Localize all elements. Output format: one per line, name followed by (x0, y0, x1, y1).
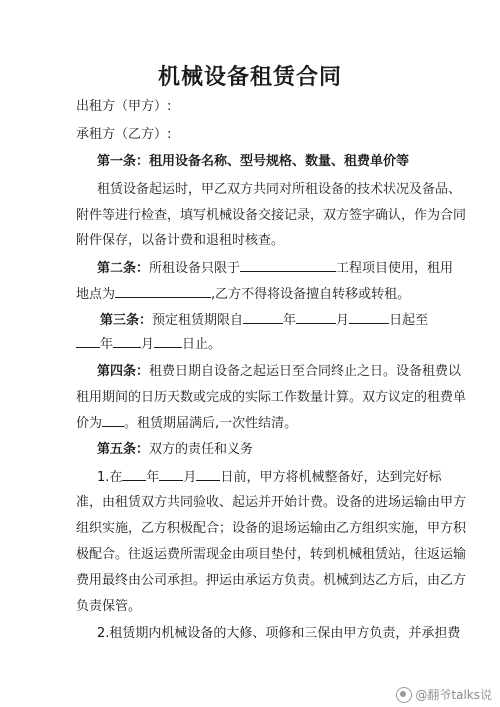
lessor-line: 出租方（甲方）: (76, 99, 172, 114)
article4-line2: 租用期间的日历天数或完成的实际工作数量计算。双方议定的租费单 (76, 390, 467, 405)
article3-month1: 月 (336, 313, 350, 328)
article2-text2: 工程项目使用，租用 (336, 261, 454, 276)
article1-line1: 租赁设备起运时，甲乙双方共同对所租设备的技术状况及备品、 (97, 182, 462, 197)
article3-year1: 年 (283, 313, 297, 328)
article3-line2 (76, 335, 221, 354)
article1-heading: 第一条：租用设备名称、型号规格、数量、租费单价等 (97, 154, 410, 169)
article2-text1: 所租设备只限于 (149, 261, 241, 276)
blank-start-month (296, 311, 336, 324)
article4-text3b: 。租赁期届满后,一次性结清。 (124, 416, 298, 431)
article3-month2: 月 (141, 337, 155, 352)
article5-item1-b: 年 (146, 470, 160, 485)
article5-heading (97, 441, 253, 459)
article5-item1-line1 (97, 468, 441, 487)
article5-label: 第五条： (97, 442, 150, 457)
article3-text2: 日起至 (389, 313, 429, 328)
article2-text3: 地点为 (76, 287, 116, 302)
article1-line2: 附件等进行检查，填写机械设备交接记录，双方签字确认，作为合同 (76, 208, 467, 223)
blank-end-month (113, 335, 141, 348)
document-title: 机械设备租赁合同 (157, 65, 342, 90)
blank-end-day (154, 335, 182, 348)
article5-item1-line2: 准，由租赁双方共同验收、起运并开始计费。设备的进场运输由甲方 (76, 495, 467, 510)
blank-prep-year (122, 468, 146, 481)
article4-text3a: 价为 (76, 416, 103, 431)
article4-text1: 租费日期自设备之起运日至合同终止之日。设备租费以 (149, 364, 462, 379)
blank-unit-price (102, 414, 124, 427)
article2-line1 (97, 259, 453, 278)
blank-project (240, 259, 336, 272)
article2-line2 (76, 285, 410, 304)
article3-year2: 年 (100, 337, 114, 352)
article5-item1-line5: 费用最终由公司承担。押运由承运方负责。机械到达乙方后，由乙方 (76, 573, 467, 588)
article2-text4: ,乙方不得将设备擅自转移或转租。 (211, 287, 411, 302)
article5-item1-line6: 负责保管。 (76, 599, 142, 614)
watermark-text: @翻爷talks说 (415, 688, 492, 702)
article4-line3 (76, 414, 297, 433)
article3-label: 第三条： (100, 313, 153, 328)
article2-label: 第二条： (97, 261, 150, 276)
article5-item2-line1: 2.租赁期内机械设备的大修、项修和三保由甲方负责，并承担费 (97, 626, 461, 641)
article5-item1-line4: 极配合。往返运费所需现金由项目垫付，转到机械租赁站，往返运输 (76, 547, 467, 562)
article5-item1-a: 1.在 (97, 470, 123, 485)
article5-item1-c: 月 (183, 470, 197, 485)
blank-location (115, 285, 211, 298)
blank-start-year (243, 311, 283, 324)
blank-prep-month (159, 468, 183, 481)
watermark (396, 686, 492, 703)
article1-line3: 附件保存，以备计费和退租时核查。 (76, 233, 285, 248)
article3-text1: 预定租赁期限自 (152, 313, 244, 328)
article5-item1-d: 日前，甲方将机械整备好，达到完好标 (220, 470, 442, 485)
blank-start-day (349, 311, 389, 324)
article5-heading-text: 双方的责任和义务 (149, 442, 254, 457)
article4-label: 第四条： (97, 364, 150, 379)
article3-line1 (100, 311, 428, 330)
article5-item1-line3: 组织实施，乙方积极配合；设备的退场运输由乙方组织实施，甲方积 (76, 521, 467, 536)
blank-prep-day (196, 468, 220, 481)
article4-line1 (97, 363, 461, 381)
blank-end-year (76, 335, 100, 348)
watermark-logo-icon (396, 687, 412, 703)
lessee-line: 承租方（乙方）: (76, 127, 172, 142)
article3-text3: 日止。 (182, 337, 222, 352)
